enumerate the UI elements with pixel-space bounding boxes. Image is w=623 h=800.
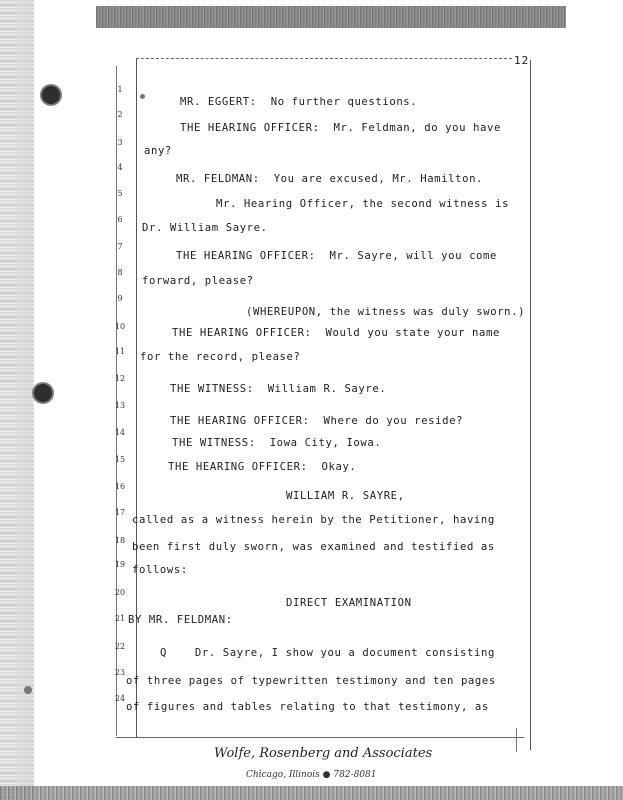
transcript-line: THE WITNESS: Iowa City, Iowa. bbox=[172, 437, 382, 449]
page-number: 12 bbox=[514, 54, 530, 67]
transcript-line: THE HEARING OFFICER: Would you state your name bbox=[172, 327, 500, 339]
line-number: 12 bbox=[114, 374, 126, 383]
scan-edge-top bbox=[96, 6, 566, 28]
transcript-line: MR. FELDMAN: You are excused, Mr. Hamilton. bbox=[176, 173, 484, 185]
line-number: 24 bbox=[114, 694, 126, 703]
line-number: 7 bbox=[117, 242, 123, 251]
line-number: 14 bbox=[114, 428, 126, 437]
line-number: 2 bbox=[117, 110, 123, 119]
transcript-line: Q Dr. Sayre, I show you a document consisting bbox=[160, 647, 495, 659]
transcript-line: been first duly sworn, was examined and testified as bbox=[132, 541, 495, 553]
transcript-line: called as a witness herein by the Petitioner, having bbox=[132, 514, 495, 526]
line-number: 13 bbox=[114, 401, 126, 410]
transcript-line: Dr. William Sayre. bbox=[142, 222, 268, 234]
transcript-line: THE HEARING OFFICER: Okay. bbox=[168, 461, 357, 473]
line-number: 10 bbox=[114, 322, 126, 331]
line-number: 5 bbox=[117, 189, 123, 198]
line-number: 18 bbox=[114, 536, 126, 545]
scan-speck bbox=[24, 686, 32, 694]
transcript-line: WILLIAM R. SAYRE, bbox=[286, 490, 405, 502]
transcript-line: MR. EGGERT: No further questions. bbox=[180, 96, 418, 108]
transcript-line: THE HEARING OFFICER: Mr. Sayre, will you come bbox=[176, 250, 497, 262]
binder-hole bbox=[42, 86, 60, 104]
reporter-firm-address: Chicago, Illinois ● 782-8081 bbox=[246, 770, 377, 780]
line-number: 6 bbox=[117, 215, 123, 224]
frame-top-rule bbox=[136, 58, 512, 59]
line-number: 8 bbox=[117, 268, 123, 277]
line-number: 15 bbox=[114, 455, 126, 464]
line-number: 9 bbox=[117, 294, 123, 303]
scan-edge-bottom bbox=[0, 786, 623, 800]
transcript-line: THE WITNESS: William R. Sayre. bbox=[170, 383, 387, 395]
line-number: 22 bbox=[114, 642, 126, 651]
line-number: 17 bbox=[114, 508, 126, 517]
frame-bottom-tick bbox=[516, 728, 517, 752]
binder-hole bbox=[34, 384, 52, 402]
transcript-line: Mr. Hearing Officer, the second witness is bbox=[216, 198, 510, 210]
scan-edge-shadow bbox=[18, 0, 32, 800]
line-number: 4 bbox=[117, 163, 123, 172]
line-number: 20 bbox=[114, 588, 126, 597]
transcript-line: THE HEARING OFFICER: Where do you reside? bbox=[170, 415, 464, 427]
transcript-line: forward, please? bbox=[142, 275, 254, 287]
frame-right-rule bbox=[530, 60, 531, 750]
line-number: 21 bbox=[114, 614, 126, 623]
transcript-line: (WHEREUPON, the witness was duly sworn.) bbox=[246, 306, 526, 318]
line-number: 19 bbox=[114, 560, 126, 569]
transcript-line: of figures and tables relating to that testimony, as bbox=[126, 701, 489, 713]
frame-left-rule bbox=[136, 58, 137, 738]
line-number: 1 bbox=[117, 85, 123, 94]
scan-speck bbox=[140, 94, 145, 99]
reporter-firm-name: Wolfe, Rosenberg and Associates bbox=[214, 746, 433, 761]
transcript-line: for the record, please? bbox=[140, 351, 301, 363]
line-number: 23 bbox=[114, 668, 126, 677]
transcript-line: any? bbox=[144, 145, 172, 157]
transcript-line: DIRECT EXAMINATION bbox=[286, 597, 412, 609]
line-number: 16 bbox=[114, 482, 126, 491]
transcript-line: BY MR. FELDMAN: bbox=[128, 614, 233, 626]
transcript-line: of three pages of typewritten testimony and ten pages bbox=[126, 675, 496, 687]
transcript-line: THE HEARING OFFICER: Mr. Feldman, do you have bbox=[180, 122, 501, 134]
transcript-line: follows: bbox=[132, 564, 188, 576]
line-number: 3 bbox=[117, 138, 123, 147]
frame-bottom-rule bbox=[116, 737, 524, 738]
line-number: 11 bbox=[114, 347, 126, 356]
